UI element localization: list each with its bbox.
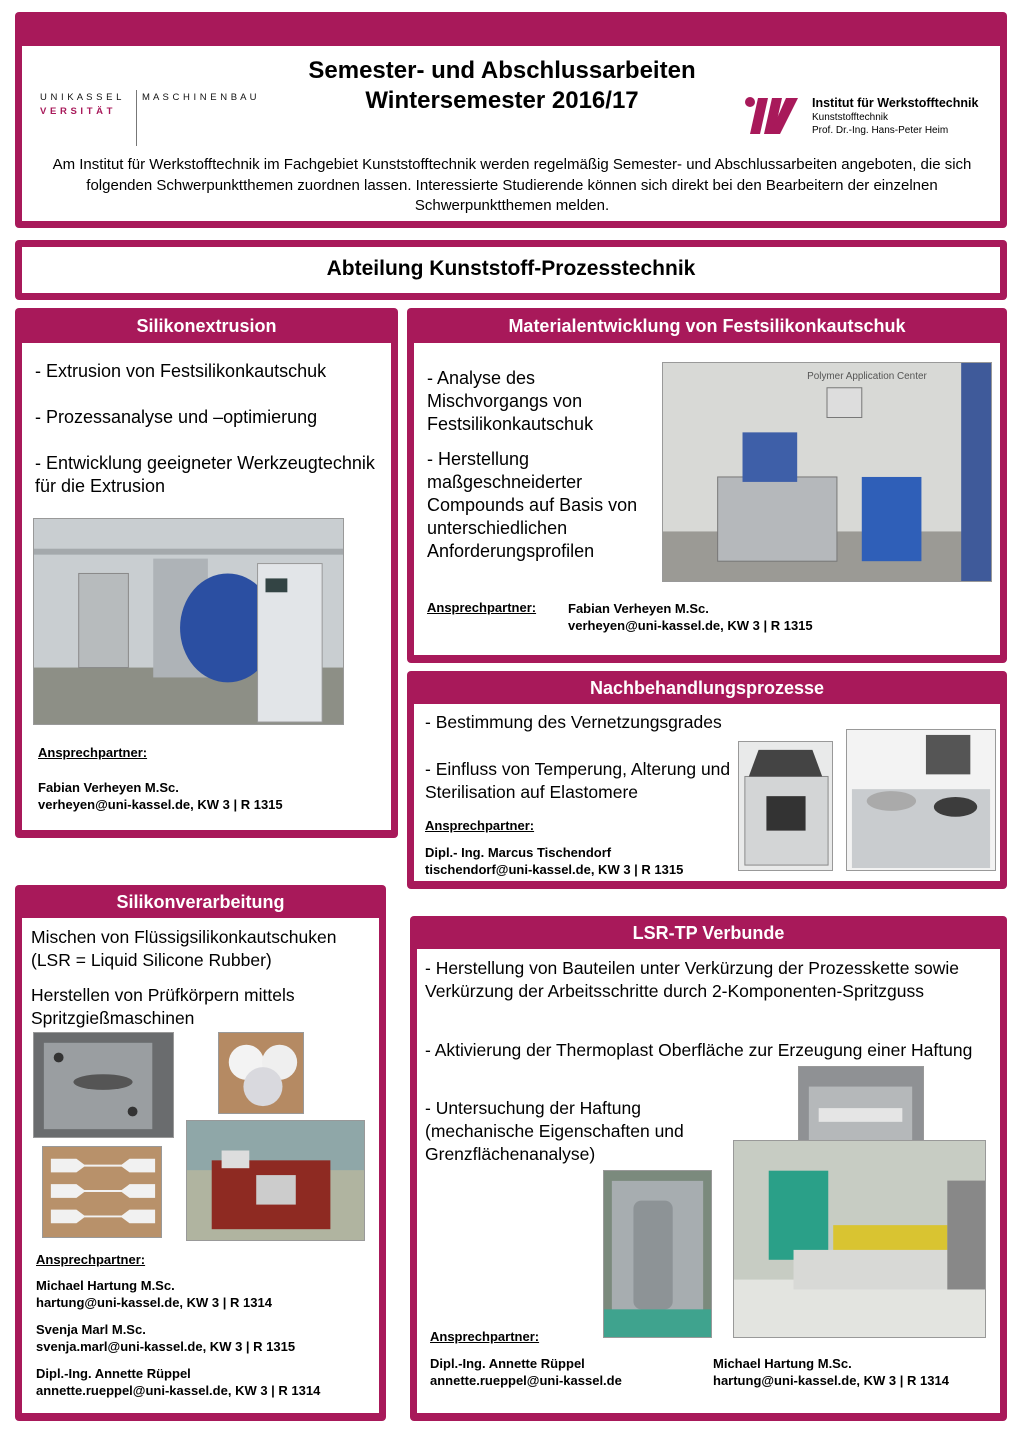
nachbehandlung-contact-info: tischendorf@uni-kassel.de, KW 3 | R 1315: [425, 862, 684, 877]
lsr-contact-2: [713, 1355, 949, 1389]
lsr-item-2: - Aktivierung der Thermoplast Oberfläche zur Erzeugung einer Haftung: [425, 1040, 973, 1060]
material-contact-name: Fabian Verheyen M.Sc.: [568, 601, 709, 616]
verarbeitung-contact-2: [36, 1321, 295, 1355]
mold-photo: [33, 1032, 174, 1138]
lsr-contact-2-info: hartung@uni-kassel.de, KW 3 | R 1314: [713, 1373, 949, 1388]
poster-title: [270, 56, 734, 116]
uni-kassel-logo: [40, 90, 270, 150]
verarbeitung-contact-1-name: Michael Hartung M.Sc.: [36, 1278, 175, 1293]
verarbeitung-contact-2-name: Svenja Marl M.Sc.: [36, 1322, 146, 1337]
tensile-bars-photo: [42, 1146, 162, 1238]
two-component-machine-photo: [733, 1140, 986, 1338]
verarbeitung-contact-3: [36, 1365, 320, 1399]
material-contact-label: Ansprechpartner:: [427, 600, 537, 615]
extrusion-item-2: - Prozessanalyse und –optimierung: [35, 407, 318, 427]
nachbehandlung-item-1: - Bestimmung des Vernetzungsgrades: [425, 712, 722, 732]
rheometer-photo: [738, 741, 833, 871]
materialentwicklung-title: Materialentwicklung von Festsilikonkautschuk: [508, 316, 906, 336]
nachbehandlung-title: Nachbehandlungsprozesse: [589, 678, 825, 698]
lsr-contact-1-info: annette.rueppel@uni-kassel.de: [430, 1373, 622, 1388]
logo-divider: [136, 90, 137, 146]
material-contact: [568, 600, 813, 634]
lsr-contact-1: [430, 1355, 622, 1389]
verarbeitung-contact-3-name: Dipl.-Ing. Annette Rüppel: [36, 1366, 191, 1381]
photo-sign-text: Polymer Application Center: [807, 370, 927, 382]
material-item-2: - Herstellung maßgeschneiderter Compounds auf Basis von unterschiedlichen Anforderungsprofilen: [427, 449, 638, 561]
verarbeitung-contact-3-info: annette.rueppel@uni-kassel.de, KW 3 | R 1314: [36, 1383, 321, 1398]
verarbeitung-item-1: Mischen von Flüssigsilikonkautschuken (LSR = Liquid Silicone Rubber): [31, 927, 337, 970]
nachbehandlung-item-2: - Einfluss von Temperung, Alterung und Sterilisation auf Elastomere: [425, 759, 731, 802]
mixing-lab-photo: [662, 362, 992, 582]
institute-name: Institut für Werkstofftechnik: [812, 96, 979, 110]
material-item-1: - Analyse des Mischvorgangs von Festsilikonkautschuk: [427, 368, 594, 434]
lsr-contact-1-name: Dipl.-Ing. Annette Rüppel: [430, 1356, 585, 1371]
verarbeitung-contact-label: Ansprechpartner:: [36, 1252, 146, 1267]
extrusion-item-1: - Extrusion von Festsilikonkautschuk: [35, 361, 327, 381]
verarbeitung-contact-1-info: hartung@uni-kassel.de, KW 3 | R 1314: [36, 1295, 272, 1310]
specimen-discs-photo: [218, 1032, 304, 1114]
institute-logo: [742, 94, 1002, 140]
institute-logo-icon: [742, 94, 804, 138]
extrusion-contact-info: verheyen@uni-kassel.de, KW 3 | R 1315: [38, 797, 283, 812]
extrusion-contact-label: Ansprechpartner:: [38, 745, 148, 760]
lsr-contact-label: Ansprechpartner:: [430, 1329, 540, 1344]
nachbehandlung-contact-name: Dipl.- Ing. Marcus Tischendorf: [425, 845, 612, 860]
dsc-device-photo: [846, 729, 996, 871]
institute-prof: Prof. Dr.-Ing. Hans-Peter Heim: [812, 125, 949, 136]
material-contact-info: verheyen@uni-kassel.de, KW 3 | R 1315: [568, 618, 813, 633]
logo-uni-line1: U N I K A S S E L: [40, 92, 122, 103]
silikonextrusion-title: Silikonextrusion: [136, 316, 277, 336]
logo-dept: M A S C H I N E N B A U: [142, 92, 257, 103]
intro-text: Am Institut für Werkstofftechnik im Fachgebiet Kunststofftechnik werden regelmäßig Semester- und Abschlussarbeiten angeboten, die sich folgenden Schwerpunktthemen zuordnen lassen. Interessierte Studierende können sich direkt bei den Bearbeitern der einzelnen Schwerpunktthemen melden.: [52, 156, 972, 214]
nachbehandlung-contact: [425, 844, 683, 878]
verarbeitung-contact-2-info: svenja.marl@uni-kassel.de, KW 3 | R 1315: [36, 1339, 296, 1354]
injection-machine-photo: [186, 1120, 365, 1241]
title-line1: Semester- und Abschlussarbeiten: [308, 57, 696, 84]
institute-field: Kunststofftechnik: [812, 112, 888, 123]
title-line2: Wintersemester 2016/17: [365, 87, 639, 114]
nachbehandlung-contact-label: Ansprechpartner:: [425, 818, 535, 833]
extrusion-line-photo: [33, 518, 344, 725]
verarbeitung-item-2: Herstellen von Prüfkörpern mittels Spritzgießmaschinen: [31, 985, 295, 1028]
verarbeitung-contact-1: [36, 1277, 272, 1311]
silikonverarbeitung-title: Silikonverarbeitung: [116, 892, 285, 912]
extrusion-item-3: - Entwicklung geeigneter Werkzeugtechnik für die Extrusion: [35, 453, 375, 496]
lsr-item-1: - Herstellung von Bauteilen unter Verkürzung der Prozesskette sowie Verkürzung der Arbeitsschritte durch 2-Komponenten-Spritzguss: [425, 958, 960, 1001]
lsr-tp-title: LSR-TP Verbunde: [632, 923, 785, 943]
department-title: Abteilung Kunststoff-Prozesstechnik: [326, 257, 696, 280]
extrusion-contact-name: Fabian Verheyen M.Sc.: [38, 780, 179, 795]
lsr-contact-2-name: Michael Hartung M.Sc.: [713, 1356, 852, 1371]
logo-uni-line2: V E R S I T Ä T: [40, 106, 113, 117]
lsr-mold-photo: [603, 1170, 712, 1338]
lsr-item-3: - Untersuchung der Haftung (mechanische Eigenschaften und Grenzflächenanalyse): [425, 1098, 684, 1164]
extrusion-contact: [38, 779, 283, 813]
